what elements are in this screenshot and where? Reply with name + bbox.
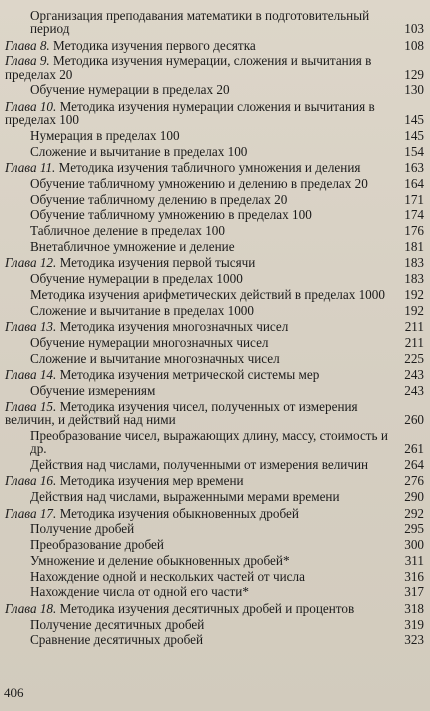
toc-section-entry [5,9,424,36]
toc-entry-title [30,384,424,397]
toc-page-number: 264 [404,457,424,473]
toc-page-number: 108 [404,37,424,53]
chapter-number: Глава 11. [5,159,56,175]
chapter-number: Глава 14. [5,366,57,382]
toc-section-entry [5,224,424,237]
toc-page-number: 145 [404,127,424,143]
toc-page-number: 225 [404,350,424,366]
toc-entry-title [30,288,424,301]
entry-title-text: Методика изучения первого десятка [53,37,256,53]
toc-page-number: 164 [404,175,424,191]
toc-chapter-entry [5,100,424,127]
toc-entry-title [30,240,424,253]
toc-entry-title [30,9,424,36]
entry-title-text: Методика изучения десятичных дробей и процентов [59,600,355,616]
toc-section-entry [5,585,424,598]
toc-entry-title [30,272,424,285]
entry-title-text: Нумерация в пределах 100 [30,127,180,143]
toc-page-number: 300 [404,537,424,553]
toc-entry-title [5,368,424,381]
toc-chapter-entry [5,602,424,615]
toc-page-number: 183 [404,255,424,271]
toc-chapter-entry [5,400,424,427]
toc-entry-title [5,602,424,615]
entry-title-text: Обучение нумерации многозначных чисел [30,334,269,350]
toc-section-entry [5,336,424,349]
toc-page-number: 211 [404,318,424,334]
toc-page-number: 171 [404,191,424,207]
toc-entry-title [5,320,424,333]
toc-page-number: 261 [404,441,424,457]
entry-title-text: Методика изучения нумерации, сложения и вычитания в пределах 20 [5,53,372,82]
toc-section-entry [5,83,424,96]
toc-section-entry [5,129,424,142]
toc-page-number: 130 [404,82,424,98]
chapter-number: Глава 10. [5,98,57,114]
chapter-number: Глава 18. [5,600,57,616]
chapter-number: Глава 16. [5,473,57,489]
toc-entry-title [30,352,424,365]
toc-entry-title [5,507,424,520]
toc-chapter-entry [5,54,424,81]
toc-entry-title [5,100,424,127]
entry-title-text: Методика изучения арифметических действий в пределах 1000 [30,286,385,302]
entry-title-text: Получение дробей [30,521,135,537]
toc-entry-title [30,633,424,646]
entry-title-text: Обучение измерениям [30,382,156,398]
entry-title-text: Умножение и деление обыкновенных дробей* [30,552,290,568]
chapter-number: Глава 9. [5,53,50,69]
entry-title-text: Методика изучения мер времени [59,473,244,489]
toc-page-number: 183 [404,271,424,287]
toc-chapter-entry [5,320,424,333]
toc-chapter-entry [5,474,424,487]
toc-section-entry [5,490,424,503]
entry-title-text: Действия над числами, полученными от измерения величин [30,457,369,473]
chapter-number: Глава 13. [5,318,57,334]
toc-section-entry [5,570,424,583]
toc-chapter-entry [5,507,424,520]
toc-section-entry [5,240,424,253]
toc-entry-title [30,538,424,551]
toc-entry-title [30,585,424,598]
toc-section-entry [5,208,424,221]
toc-page-number: 260 [404,412,424,428]
toc-chapter-entry [5,256,424,269]
entry-title-text: Обучение нумерации в пределах 1000 [30,271,243,287]
toc-entry-title [5,474,424,487]
toc-section-entry [5,538,424,551]
toc-section-entry [5,193,424,206]
toc-entry-title [30,83,424,96]
entry-title-text: Нахождение числа от одной его части* [30,584,249,600]
toc-entry-title [30,208,424,221]
toc-entry-title [30,490,424,503]
toc-page-number: 174 [404,207,424,223]
entry-title-text: Сложение и вычитание многозначных чисел [30,350,280,366]
toc-section-entry [5,177,424,190]
toc-page-number: 145 [404,112,424,128]
toc-page-number: 317 [404,584,424,600]
toc-chapter-entry [5,368,424,381]
toc-entry-title [30,554,424,567]
chapter-number: Глава 8. [5,37,50,53]
toc-page-number: 295 [404,521,424,537]
toc-section-entry [5,429,424,456]
toc-section-entry [5,145,424,158]
toc-page-number: 192 [404,302,424,318]
toc-page-number: 319 [404,616,424,632]
entry-title-text: Внетабличное умножение и деление [30,238,235,254]
chapter-number: Глава 12. [5,255,57,271]
entry-title-text: Методика изучения чисел, полученных от измерения величин, и действий над ними [5,398,358,428]
toc-section-entry [5,554,424,567]
toc-page-number: 318 [404,600,424,616]
toc-page-number: 276 [404,473,424,489]
toc-section-entry [5,288,424,301]
entry-title-text: Обучение табличному умножению и делению в пределах 20 [30,175,368,191]
entry-title-text: Преобразование чисел, выражающих длину, массу, стоимость и др. [30,428,388,457]
entry-title-text: Методика изучения первой тысячи [59,255,256,271]
toc-entry-title [30,224,424,237]
entry-title-text: Обучение нумерации в пределах 20 [30,82,230,98]
entry-title-text: Преобразование дробей [30,537,164,553]
entry-title-text: Методика изучения многозначных чисел [59,318,289,334]
toc-entry-title [5,54,424,81]
toc-entry-title [5,161,424,174]
entry-title-text: Организация преподавания математики в подготовительный период [30,8,370,37]
toc-page-number: 103 [404,21,424,37]
entry-title-text: Методика изучения табличного умножения и деления [58,159,361,175]
entry-title-text: Обучение табличному умножению в пределах 100 [30,207,312,223]
toc-entry-title [30,129,424,142]
entry-title-text: Получение десятичных дробей [30,616,205,632]
entry-title-text: Действия над числами, выраженными мерами времени [30,489,340,505]
toc-section-entry [5,272,424,285]
table-of-contents [5,9,424,647]
entry-title-text: Обучение табличному делению в пределах 20 [30,191,288,207]
page-folio: 406 [4,685,24,700]
toc-chapter-entry [5,39,424,52]
entry-title-text: Методика изучения нумерации сложения и вычитания в пределах 100 [5,98,375,128]
toc-page-number: 163 [404,159,424,175]
toc-page-number: 323 [404,632,424,648]
toc-section-entry [5,618,424,631]
toc-page-number: 316 [404,568,424,584]
toc-section-entry [5,384,424,397]
toc-entry-title [30,193,424,206]
chapter-number: Глава 17. [5,505,57,521]
chapter-number: Глава 15. [5,398,57,414]
toc-page-number: 176 [404,223,424,239]
toc-entry-title [30,429,424,456]
toc-chapter-entry [5,161,424,174]
toc-entry-title [30,304,424,317]
toc-entry-title [5,400,424,427]
entry-title-text: Методика изучения обыкновенных дробей [59,505,299,521]
toc-page-number: 181 [404,238,424,254]
entry-title-text: Методика изучения метрической системы мер [59,366,320,382]
toc-page-number: 243 [404,366,424,382]
entry-title-text: Сложение и вычитание в пределах 100 [30,143,248,159]
toc-entry-title [30,336,424,349]
toc-section-entry [5,352,424,365]
toc-entry-title [30,618,424,631]
toc-entry-title [30,145,424,158]
toc-page-number: 243 [404,382,424,398]
entry-title-text: Нахождение одной и нескольких частей от числа [30,568,305,584]
toc-entry-title [30,458,424,471]
toc-page-number: 290 [404,489,424,505]
toc-entry-title [30,177,424,190]
entry-title-text: Сравнение десятичных дробей [30,632,204,648]
toc-entry-title [30,522,424,535]
toc-entry-title [5,39,424,52]
toc-page-number: 192 [404,286,424,302]
toc-section-entry [5,522,424,535]
toc-section-entry [5,304,424,317]
entry-title-text: Табличное деление в пределах 100 [30,223,225,239]
toc-page-number: 311 [404,552,424,568]
toc-entry-title [5,256,424,269]
entry-title-text: Сложение и вычитание в пределах 1000 [30,302,254,318]
toc-page-number: 292 [404,505,424,521]
toc-section-entry [5,458,424,471]
toc-section-entry [5,633,424,646]
toc-page-number: 154 [404,143,424,159]
toc-page-number: 211 [404,334,424,350]
toc-entry-title [30,570,424,583]
toc-page-number: 129 [404,66,424,82]
